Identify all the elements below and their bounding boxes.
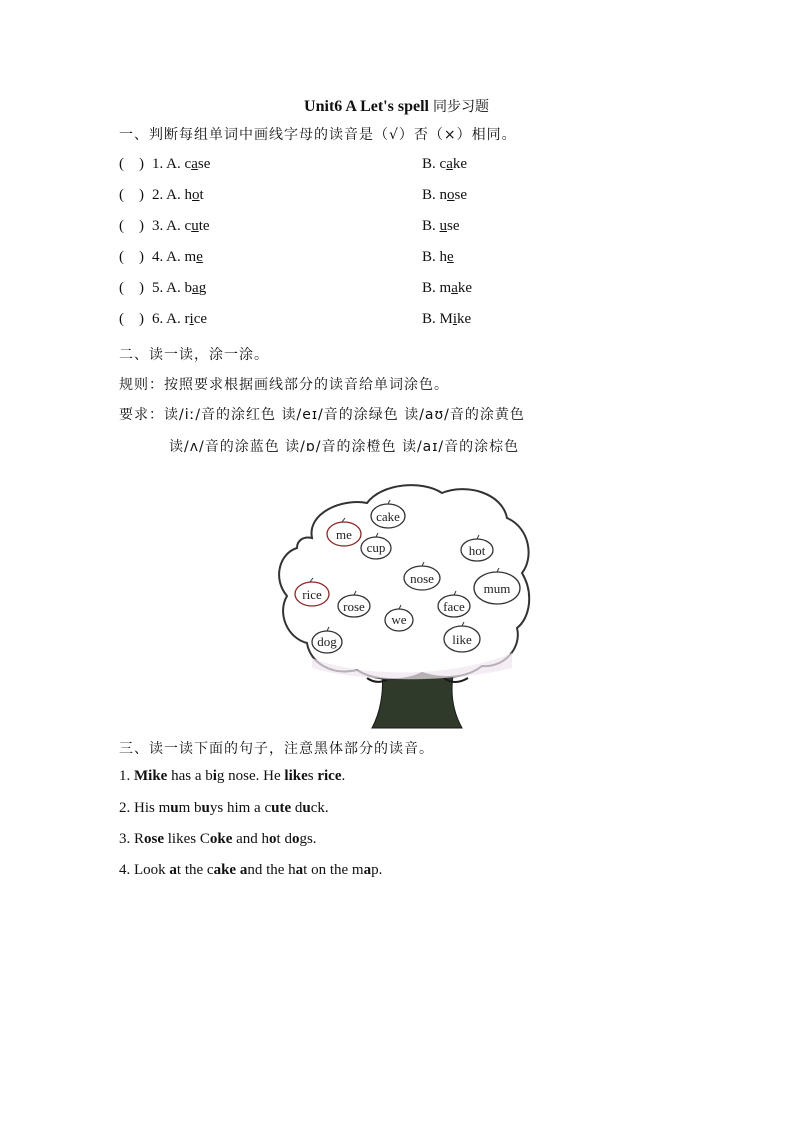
fruit-label-nose: nose (410, 571, 434, 586)
title-cn: 同步习题 (432, 99, 489, 115)
fruit-label-face: face (443, 599, 465, 614)
fruit-label-like: like (452, 632, 472, 647)
title-en: Unit6 A Let's spell (304, 98, 429, 115)
answer-blank[interactable]: ( ) (119, 311, 144, 327)
option-a: 4. A. me (152, 249, 203, 265)
fruit-label-hot: hot (468, 543, 486, 558)
section3-heading: 三、读一读下面的句子，注意黑体部分的读音。 (119, 741, 434, 757)
fruit-label-we: we (391, 612, 407, 627)
fruit-label-cup: cup (366, 540, 386, 555)
fruit-label-mum: mum (483, 581, 511, 596)
answer-blank[interactable]: ( ) (119, 280, 144, 296)
fruit-label-me: me (336, 527, 352, 542)
option-b: B. Mike (422, 311, 472, 327)
sentence-4: 4. Look at the cake and the hat on the map. (119, 862, 383, 878)
section2-heading: 二、读一读，涂一涂。 (119, 347, 269, 363)
option-b: B. he (422, 249, 454, 265)
fruit-label-rose: rose (343, 599, 365, 614)
answer-blank[interactable]: ( ) (119, 156, 144, 172)
option-b: B. use (422, 218, 460, 234)
option-a: 2. A. hot (152, 187, 204, 203)
fruit-label-rice: rice (302, 587, 322, 602)
section2-requirement-1: 要求：读/iː/音的涂红色 读/eɪ/音的涂绿色 读/aʊ/音的涂黄色 (119, 407, 525, 423)
section1-instruction: 一、判断每组单词中画线字母的读音是（√）否（×）相同。 (119, 127, 517, 143)
section2-rule: 规则：按照要求根据画线部分的读音给单词涂色。 (119, 377, 449, 393)
word-tree-illustration (272, 478, 534, 730)
option-b: B. make (422, 280, 473, 296)
option-b: B. nose (422, 187, 468, 203)
sentence-2: 2. His mum buys him a cute duck. (119, 800, 329, 816)
fruit-label-cake: cake (376, 509, 400, 524)
option-b: B. cake (422, 156, 468, 172)
option-a: 3. A. cute (152, 218, 210, 234)
option-a: 6. A. rice (152, 311, 208, 327)
option-a: 5. A. bag (152, 280, 207, 296)
answer-blank[interactable]: ( ) (119, 218, 144, 234)
page-title (0, 96, 793, 116)
section2-requirement-2: 读/ʌ/音的涂蓝色 读/ɒ/音的涂橙色 读/aɪ/音的涂棕色 (169, 439, 520, 455)
answer-blank[interactable]: ( ) (119, 249, 144, 265)
option-a: 1. A. case (152, 156, 211, 172)
fruit-label-dog: dog (317, 634, 337, 649)
answer-blank[interactable]: ( ) (119, 187, 144, 203)
sentence-1: 1. Mike has a big nose. He likes rice. (119, 768, 346, 784)
sentence-3: 3. Rose likes Coke and hot dogs. (119, 831, 317, 847)
